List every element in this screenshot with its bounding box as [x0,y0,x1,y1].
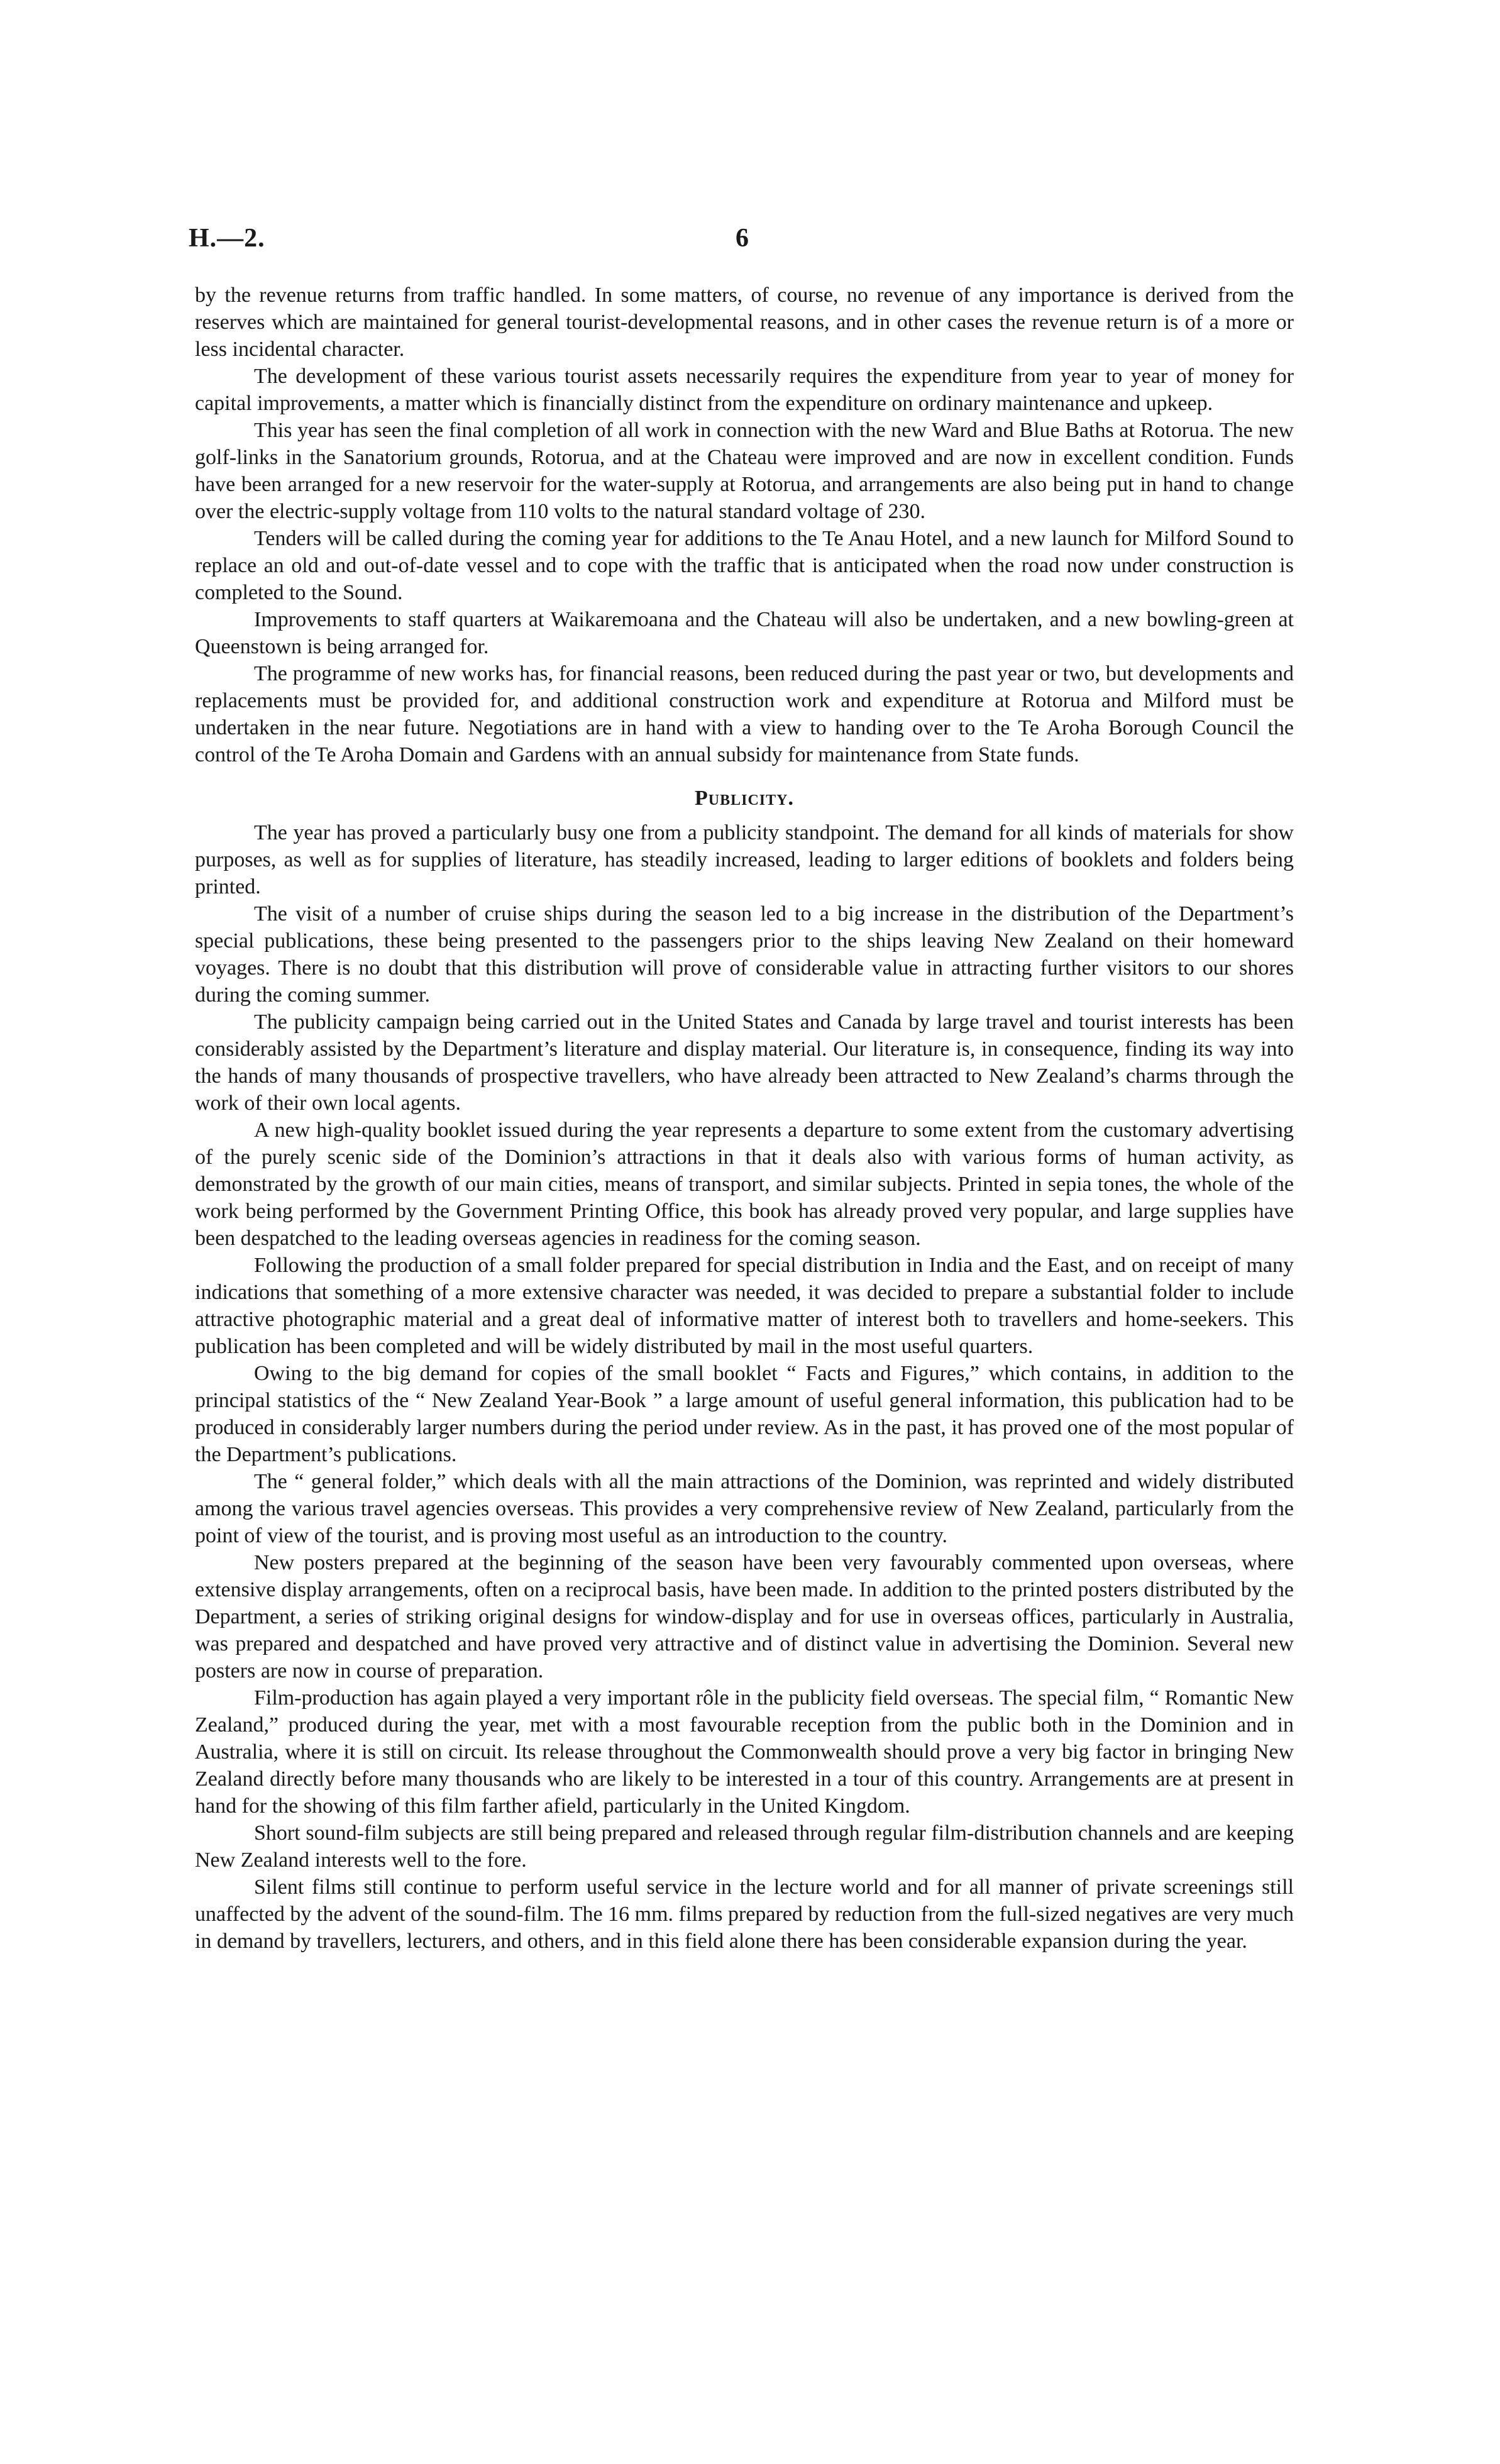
paragraph: Silent films still continue to perform useful service in the lecture world and for all manner of private screenings still unaffected by the advent of the sound-film. The 16 mm. films prepared by reduction from the full-sized negatives are very much in demand by travellers, lecturers, and others, and in this field alone there has been considerable expansion during the year. [195,1876,1294,1953]
paragraph: This year has seen the final completion of all work in connection with the new Ward and Blue Baths at Rotorua. The new golf-links in the Sanatorium grounds, Rotorua, and at the Chateau were improved and are now in excellent condition. Funds have been arranged for a new reservoir for the water-supply at Rotorua, and arrangements are also being put in hand to change over the electric-supply voltage from 110 volts to the natural standard voltage of 230. [195,419,1294,523]
paragraph: Improvements to staff quarters at Waikaremoana and the Chateau will also be undertaken, and a new bowling-green at Queenstown is being arranged for. [195,608,1294,658]
section-heading-publicity: Publicity. [695,787,794,810]
paragraph: The publicity campaign being carried out in the United States and Canada by large travel and tourist interests has been considerably assisted by the Department’s literature and display material. Our literature is, in consequence, finding its way into the hands of many thousands of prospective travellers, who have already been attracted to New Zealand’s charms through the work of their own local agents. [195,1010,1294,1115]
body-text [195,282,1294,1955]
paragraph: New posters prepared at the beginning of the season have been very favourably commented upon overseas, where extensive display arrangements, often on a reciprocal basis, have been made. In addition to the printed posters distributed by the Department, a series of striking original designs for window-display and for use in overseas offices, particularly in Australia, was prepared and despatched and have proved very attractive and of distinct value in advertising the Dominion. Several new posters are now in course of preparation. [195,1551,1294,1682]
paragraph: Tenders will be called during the coming year for additions to the Te Anau Hotel, and a new launch for Milford Sound to replace an old and out-of-date vessel and to cope with the traffic that is anticipated when the road now under construction is completed to the Sound. [195,527,1294,604]
paragraph: The year has proved a particularly busy one from a publicity standpoint. The demand for all kinds of materials for show purposes, as well as for supplies of literature, has steadily increased, leading to larger editions of booklets and folders being printed. [195,821,1294,898]
paragraph: A new high-quality booklet issued during the year represents a departure to some extent from the customary advertising of the purely scenic side of the Dominion’s attractions in that it deals also with various forms of human activity, as demonstrated by the growth of our main cities, means of transport, and similar subjects. Printed in sepia tones, the whole of the work being performed by the Government Printing Office, this book has already proved very popular, and large supplies have been despatched to the leading overseas agencies in readiness for the coming season. [195,1119,1294,1250]
paragraph: The “ general folder,” which deals with all the main attractions of the Dominion, was reprinted and widely distributed among the various travel agencies overseas. This provides a very comprehensive review of New Zealand, particularly from the point of view of the tourist, and is proving most useful as an introduction to the country. [195,1470,1294,1547]
paragraph: Film-production has again played a very important rôle in the publicity field overseas. The special film, “ Romantic New Zealand,” produced during the year, met with a most favourable reception from the public both in the Dominion and in Australia, where it is still on circuit. Its release throughout the Commonwealth should prove a very big factor in bringing New Zealand directly before many thousands who are likely to be interested in a tour of this country. Arrangements are at present in hand for the showing of this film farther afield, particularly in the United Kingdom. [195,1686,1294,1818]
paragraph: Short sound-film subjects are still being prepared and released through regular film-distribution channels and are keeping New Zealand interests well to the fore. [195,1821,1294,1872]
page-number: 6 [736,224,749,253]
document-reference: H.—2. [189,224,265,253]
page-header [189,223,1282,261]
paragraph: The development of these various tourist assets necessarily requires the expenditure from year to year of money for capital improvements, a matter which is financially distinct from the expenditure on ordinary maintenance and upkeep. [195,365,1294,415]
paragraph: The visit of a number of cruise ships during the season led to a big increase in the distribution of the Department’s special publications, these being presented to the passengers prior to the ships leaving New Zealand on their homeward voyages. There is no doubt that this distribution will prove of considerable value in attracting further visitors to our shores during the coming summer. [195,902,1294,1007]
paragraph: Owing to the big demand for copies of the small booklet “ Facts and Figures,” which contains, in addition to the principal statistics of the “ New Zealand Year-Book ” a large amount of useful general information, this publication had to be produced in considerably larger numbers during the period under review. As in the past, it has proved one of the most popular of the Department’s publications. [195,1362,1294,1466]
paragraph: The programme of new works has, for financial reasons, been reduced during the past year or two, but developments and replacements must be provided for, and additional construction work and expenditure at Rotorua and Milford must be undertaken in the near future. Negotiations are in hand with a view to handing over to the Te Aroha Borough Council the control of the Te Aroha Domain and Gardens with an annual subsidy for maintenance from State funds. [195,662,1294,766]
paragraph: by the revenue returns from traffic handled. In some matters, of course, no revenue of any importance is derived from the reserves which are maintained for general tourist-developmental reasons, and in other cases the revenue return is of a more or less incidental character. [195,284,1294,361]
paragraph: Following the production of a small folder prepared for special distribution in India and the East, and on receipt of many indications that something of a more extensive character was needed, it was decided to prepare a substantial folder to include attractive photographic material and a great deal of informative matter of interest both to travellers and home-seekers. This publication has been completed and will be widely distributed by mail in the most useful quarters. [195,1254,1294,1358]
